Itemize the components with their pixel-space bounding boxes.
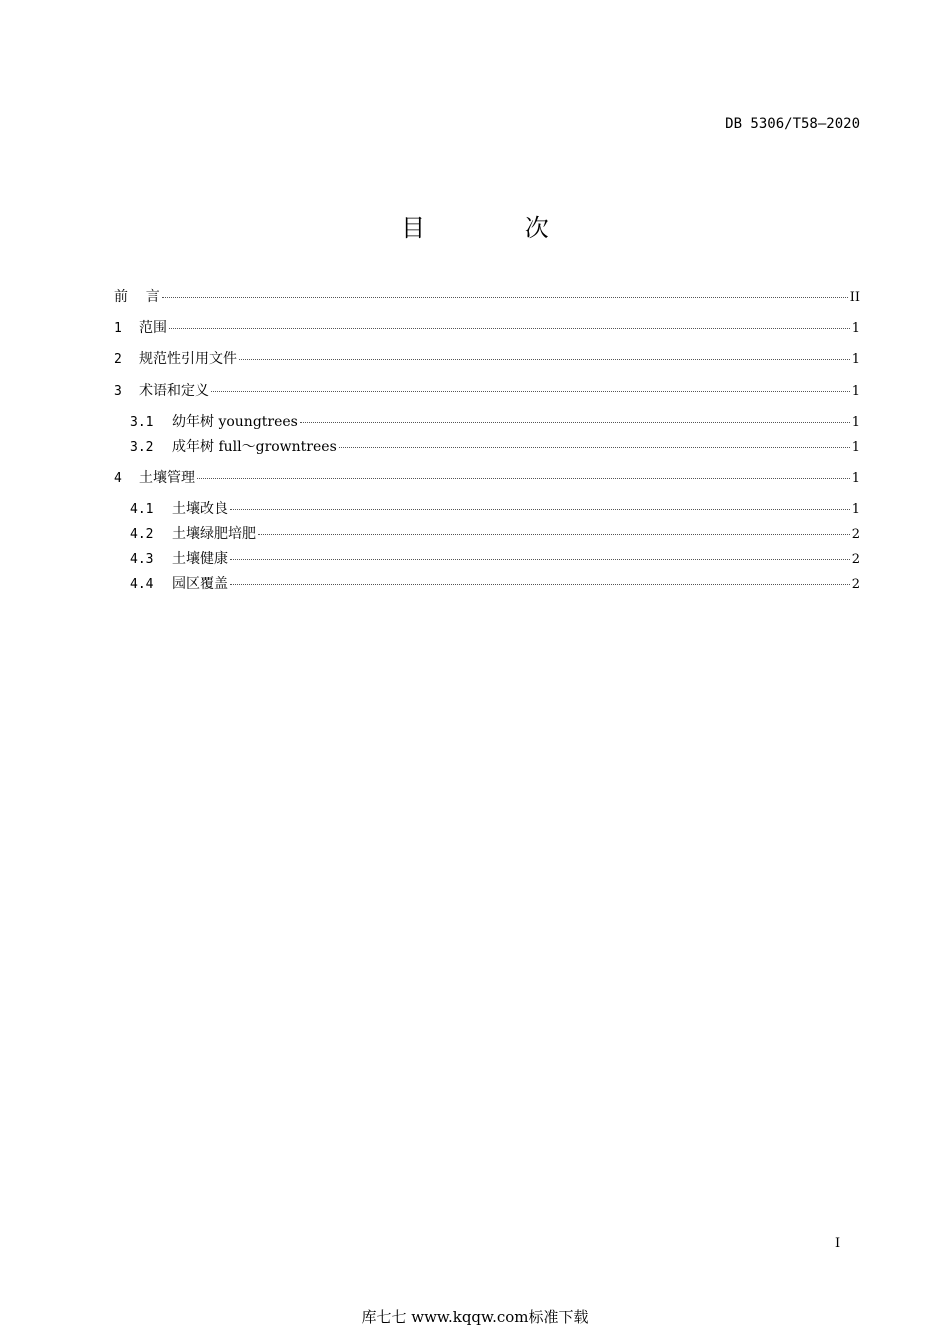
page-number: I (835, 1236, 841, 1251)
toc-entry-label: 前 言 (114, 289, 160, 305)
toc-entry-page: 1 (851, 440, 860, 455)
leader-dots (211, 391, 850, 392)
toc-entry-label: 土壤健康 (172, 551, 228, 567)
toc-entry-number: 1 (114, 321, 122, 336)
toc-entry-label: 土壤管理 (139, 470, 195, 486)
toc-entry-4-3[interactable] (130, 550, 860, 569)
toc-entry-4[interactable] (114, 469, 860, 488)
toc-entry-label: 土壤绿肥培肥 (172, 526, 256, 542)
toc-entry-number: 3.2 (130, 440, 154, 455)
toc-entry-label: 术语和定义 (139, 383, 209, 399)
toc-entry-page: 1 (851, 471, 860, 486)
leader-dots (239, 359, 850, 360)
leader-dots (300, 422, 850, 423)
toc-entry-4-1[interactable] (130, 500, 860, 519)
toc-entry-4-4[interactable] (130, 575, 860, 594)
toc-title: 目 次 (401, 214, 595, 242)
toc-entry-page: 1 (851, 415, 860, 430)
leader-dots (197, 478, 850, 479)
toc-entry-2[interactable] (114, 350, 860, 369)
toc-entry-number: 4.1 (130, 502, 154, 517)
leader-dots (230, 584, 850, 585)
toc-entry-page: 2 (851, 552, 860, 567)
toc-entry-4-2[interactable] (130, 525, 860, 544)
toc-entry-number: 2 (114, 352, 122, 367)
toc-entry-number: 3.1 (130, 415, 154, 430)
toc-entry-page: 1 (851, 502, 860, 517)
toc-entry-label: 园区覆盖 (172, 576, 228, 592)
toc-entry-3[interactable] (114, 382, 860, 401)
leader-dots (339, 447, 850, 448)
toc-entry-number: 4.4 (130, 577, 154, 592)
toc-entry-label: 规范性引用文件 (139, 351, 237, 367)
toc-entry-foreword[interactable] (114, 288, 860, 307)
toc-entry-page: 1 (851, 384, 860, 399)
toc-entry-number: 3 (114, 384, 122, 399)
toc-entry-label: 幼年树 youngtrees (172, 414, 298, 430)
leader-dots (162, 297, 848, 298)
toc-entry-page: 2 (851, 577, 860, 592)
toc-entry-1[interactable] (114, 319, 860, 338)
leader-dots (169, 328, 850, 329)
document-code: DB 5306/T58—2020 (725, 116, 860, 132)
toc-entry-page: 2 (851, 527, 860, 542)
toc-entry-3-1[interactable] (130, 413, 860, 432)
toc-entry-number: 4.2 (130, 527, 154, 542)
leader-dots (230, 559, 850, 560)
footer-watermark: 库七七 www.kqqw.com标准下载 (361, 1308, 589, 1326)
toc-entry-label: 成年树 full～growntrees (172, 439, 337, 455)
toc-entry-page: 1 (851, 352, 860, 367)
toc-entry-number: 4 (114, 471, 122, 486)
leader-dots (258, 534, 850, 535)
leader-dots (230, 509, 850, 510)
toc-entry-3-2[interactable] (130, 438, 860, 457)
toc-entry-number: 4.3 (130, 552, 154, 567)
toc-entry-label: 土壤改良 (172, 501, 228, 517)
toc-entry-label: 范围 (139, 320, 167, 336)
toc-entry-page: II (849, 290, 860, 305)
toc-entry-page: 1 (851, 321, 860, 336)
